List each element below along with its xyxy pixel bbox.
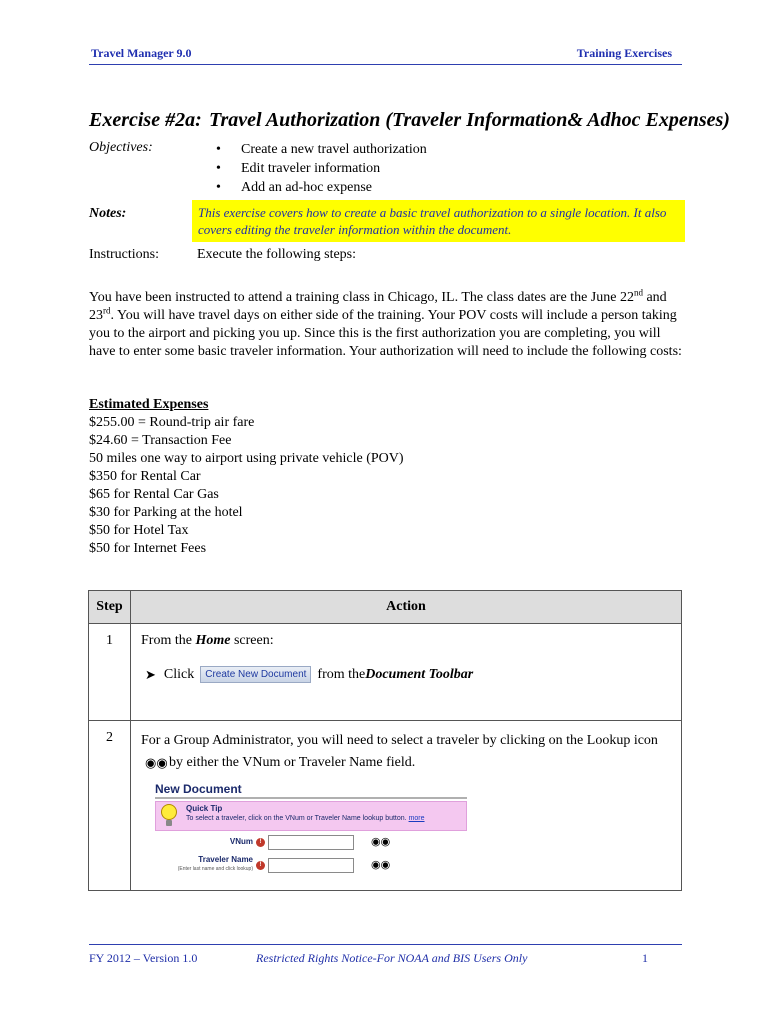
step-text: by either the VNum or Traveler Name field. — [169, 755, 416, 771]
notes-label: Notes: — [89, 206, 127, 221]
required-icon: ! — [256, 861, 265, 870]
scenario-text: You have been instructed to attend a training class in Chicago, IL. The class dates are the June 22 — [89, 290, 634, 305]
panel-title: New Document — [155, 782, 467, 799]
expense-item: $350 for Rental Car — [89, 469, 201, 484]
step-number: 1 — [89, 624, 131, 721]
more-link[interactable]: more — [408, 815, 425, 823]
document-toolbar-ref: Document Toolbar — [365, 666, 474, 682]
notes-highlight: This exercise covers how to create a basic travel authorization to a single location. It also covers editing the traveler information within the document. — [192, 200, 685, 242]
required-icon: ! — [256, 838, 265, 847]
table-header-row — [89, 591, 682, 624]
click-text: Click — [163, 666, 195, 682]
step-action — [131, 624, 682, 721]
objective-item: • Add an ad-hoc expense — [214, 178, 427, 197]
new-document-panel — [155, 782, 467, 877]
traveler-name-label: Traveler Name — [198, 855, 253, 865]
step-instruction — [141, 633, 671, 649]
expenses-heading: Estimated Expenses — [89, 397, 209, 412]
objectives-list — [214, 140, 427, 197]
expense-item: $65 for Rental Car Gas — [89, 487, 219, 502]
vnum-input[interactable] — [268, 835, 354, 850]
expense-item: $24.60 = Transaction Fee — [89, 433, 232, 448]
binoculars-icon: ◉◉ — [145, 755, 168, 770]
traveler-name-hint: (Enter last name and click lookup) — [177, 866, 253, 873]
expense-item: $255.00 = Round-trip air fare — [89, 415, 255, 430]
expense-item: $30 for Parking at the hotel — [89, 505, 243, 520]
instructions-label: Instructions: — [89, 247, 159, 262]
quick-tip-text: To select a traveler, click on the VNum or Traveler Name lookup button. more — [186, 815, 425, 823]
expense-item: 50 miles one way to airport using private vehicle (POV) — [89, 451, 404, 466]
expense-item: $50 for Hotel Tax — [89, 523, 189, 538]
step-action — [131, 721, 682, 891]
ordinal-suffix: nd — [633, 287, 643, 298]
footer-version: FY 2012 – Version 1.0 — [89, 951, 198, 965]
step-text: For a Group Administrator, you will need to select a traveler by clicking on the Lookup icon — [141, 733, 658, 748]
page-number: 1 — [642, 951, 648, 965]
traveler-lookup-binoculars-icon[interactable]: ◉◉ — [371, 859, 391, 872]
action-column-header: Action — [131, 591, 682, 624]
estimated-expenses — [89, 396, 404, 558]
exercise-name: Travel Authorization (Traveler Information& Adhoc Expenses) — [209, 109, 730, 131]
step-text: screen: — [230, 633, 274, 648]
scenario-text: and 23 — [89, 290, 667, 323]
scenario-paragraph — [89, 289, 689, 361]
step-number: 2 — [89, 721, 131, 891]
instructions-text: Execute the following steps: — [197, 247, 357, 262]
vnum-label: VNum — [229, 837, 253, 847]
objective-item: • Create a new travel authorization — [214, 140, 427, 159]
traveler-name-field-row — [155, 857, 467, 877]
page-footer — [89, 944, 682, 968]
footer-notice: Restricted Rights Notice-For NOAA and BIS Users Only — [256, 951, 528, 965]
lightbulb-icon — [161, 804, 177, 820]
header-product: Travel Manager 9.0 — [91, 46, 192, 60]
arrow-bullet-icon: ➤ — [145, 666, 156, 682]
steps-table — [88, 590, 682, 891]
objectives-label: Objectives: — [89, 140, 153, 155]
ordinal-suffix: rd — [103, 305, 111, 316]
vnum-lookup-binoculars-icon[interactable]: ◉◉ — [371, 836, 391, 849]
step-text: from the — [317, 666, 366, 682]
expense-item: $50 for Internet Fees — [89, 541, 207, 556]
click-instruction — [141, 666, 671, 683]
home-screen-ref: Home — [195, 633, 231, 648]
header-section: Training Exercises — [576, 46, 672, 60]
vnum-field-row — [155, 834, 467, 854]
create-new-document-button[interactable]: Create New Document — [200, 666, 311, 683]
quick-tip-title: Quick Tip — [186, 804, 223, 814]
exercise-title — [89, 109, 730, 132]
quick-tip — [155, 801, 467, 831]
page-header — [89, 46, 682, 65]
scenario-text: . You will have travel days on either side of the training. Your POV costs will include a person taking you to the airport and picking you up. Since this is the first authorization you are completing, you will have to enter some basic traveler information. Your authorization will need to include the following costs: — [89, 308, 682, 359]
step-column-header: Step — [89, 591, 131, 624]
table-row — [89, 624, 682, 721]
exercise-number: Exercise #2a: — [89, 109, 202, 131]
table-row — [89, 721, 682, 891]
step-text: From the — [141, 633, 196, 648]
objective-item: • Edit traveler information — [214, 159, 427, 178]
traveler-name-input[interactable] — [268, 858, 354, 873]
step-instruction — [141, 730, 671, 774]
